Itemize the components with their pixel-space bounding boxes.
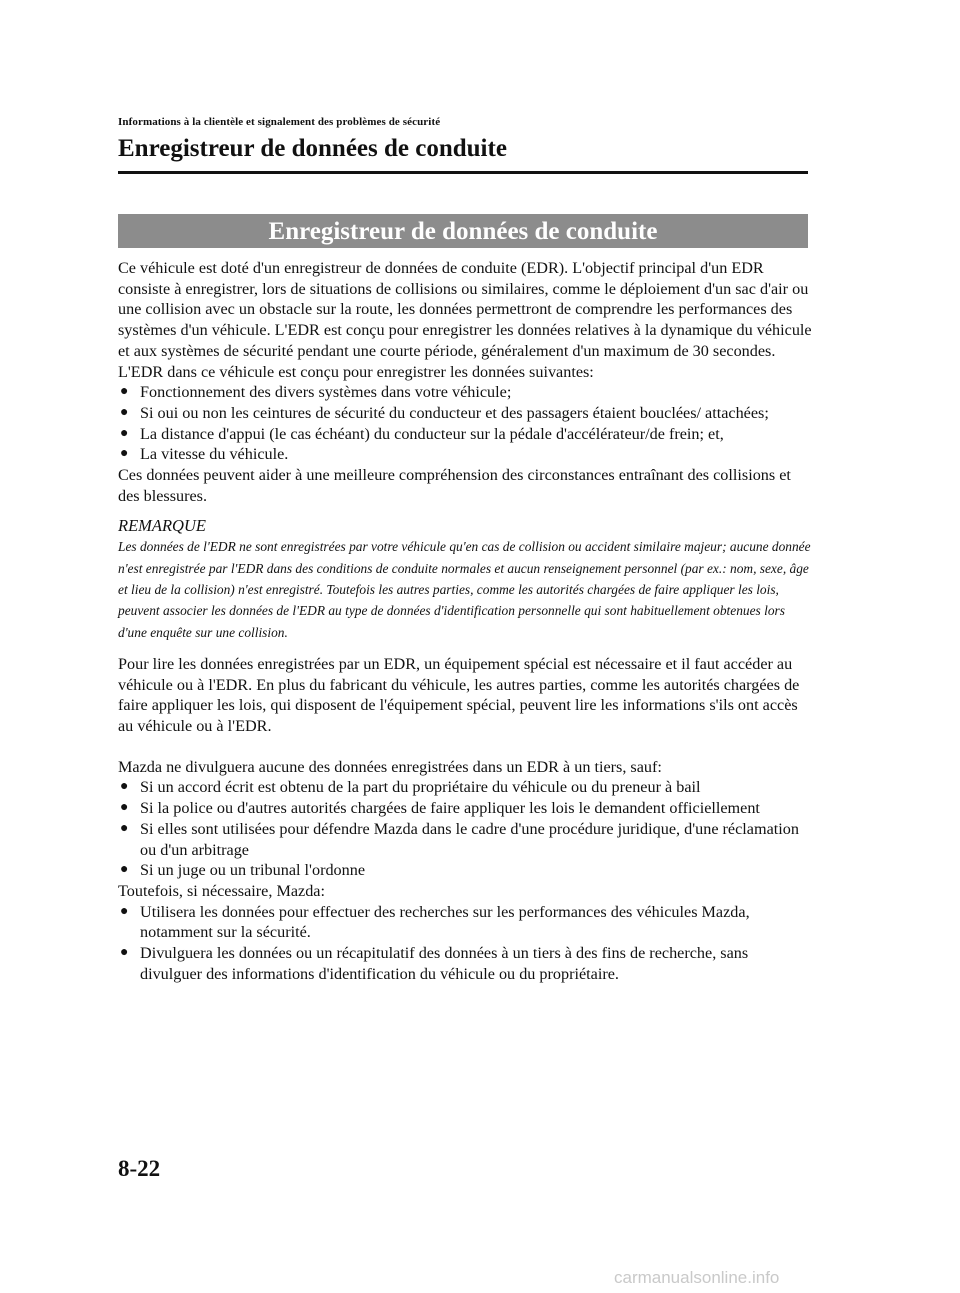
disclosure-exceptions-list [118, 777, 813, 881]
bullet-icon: ● [120, 425, 129, 441]
bullet-icon: ● [120, 862, 129, 878]
bullet-icon: ● [120, 384, 129, 400]
list-item: ● Si un juge ou un tribunal l'ordonne [120, 861, 366, 880]
recorded-data-list [118, 382, 813, 465]
intro-paragraph: Ce véhicule est doté d'un enregistreur de données de conduite (EDR). L'objectif principal d'un EDR consiste à enregistrer, lors de situations de collisions ou similaires, comme le déploiement d'un sac d'air ou une collision avec un obstacle sur la route, les données permettront de comprendre les performances des systèmes d'un véhicule. L'EDR est conçu pour enregistrer les données relatives à la dynamique du véhicule et aux systèmes de sécurité pendant une courte période, généralement d'un maximum de 30 secondes. L'EDR dans ce véhicule est conçu pour enregistrer les données suivantes: [118, 259, 812, 381]
reading-paragraph: Pour lire les données enregistrées par un EDR, un équipement spécial est nécessaire et il faut accéder au véhicule ou à l'EDR. En plus du fabricant du véhicule, les autres parties, comme les autorités chargées de faire appliquer les lois, qui disposent de l'équipement spécial, peuvent lire les informations s'ils ont accès au véhicule ou à l'EDR. [118, 654, 800, 736]
list-item: ● Divulguera les données ou un récapitulatif des données à un tiers à des fins de recherche, sans divulguer des informations d'identification du véhicule ou du propriétaire. [120, 944, 749, 983]
note-text: Les données de l'EDR ne sont enregistrées par votre véhicule qu'en cas de collision ou accident similaire majeur; aucune donnée n'est enregistrée par l'EDR dans des conditions de conduite normales et aucun renseignement personnel (par ex.: nom, sexe, âge et lieu de la collision) n'est enregistré. Toutefois les autres parties, comme les autorités chargées de faire appliquer les lois, peuvent associer les données de l'EDR au type de données d'identification personnelle qui sont habituellement obtenues lors d'une enquête sur une collision. [118, 539, 811, 640]
list-item: ● Utilisera les données pour effectuer des recherches sur les performances des véhicules Mazda, notamment sur la sécurité. [120, 902, 750, 942]
section-title-bar: Enregistreur de données de conduite [118, 214, 808, 248]
list-item: ● Si la police ou d'autres autorités chargées de faire appliquer les lois le demandent officiellement [120, 799, 760, 818]
list-item: ● La vitesse du véhicule. [120, 445, 289, 464]
however-paragraph: Toutefois, si nécessaire, Mazda: [118, 881, 325, 900]
chapter-title: Enregistreur de données de conduite [118, 135, 507, 162]
after-list-paragraph: Ces données peuvent aider à une meilleure compréhension des circonstances entraînant des collisions et des blessures. [118, 466, 791, 505]
note-title: REMARQUE [118, 516, 206, 536]
running-head: Informations à la clientèle et signalement des problèmes de sécurité [118, 116, 441, 128]
list-item: ● Si oui ou non les ceintures de sécurité du conducteur et des passagers étaient bouclées/ attachées; [120, 403, 769, 422]
list-item: ● Fonctionnement des divers systèmes dans votre véhicule; [120, 383, 512, 402]
watermark: carmanualsonline.info [614, 1268, 780, 1287]
bullet-icon: ● [120, 800, 129, 816]
disclosure-paragraph: Mazda ne divulguera aucune des données enregistrées dans un EDR à un tiers, sauf: [118, 757, 662, 776]
list-item: ● La distance d'appui (le cas échéant) du conducteur sur la pédale d'accélérateur/de frein; et, [120, 424, 724, 443]
list-item: ● Si un accord écrit est obtenu de la part du propriétaire du véhicule ou du preneur à bail [120, 778, 701, 797]
list-item: ● Si elles sont utilisées pour défendre Mazda dans le cadre d'une procédure juridique, d'une réclamation ou d'un arbitrage [120, 819, 799, 859]
bullet-icon: ● [120, 945, 129, 961]
body-content [118, 258, 813, 984]
bullet-icon: ● [120, 446, 129, 462]
bullet-icon: ● [120, 903, 129, 919]
bullet-icon: ● [120, 779, 129, 795]
mazda-usage-list [118, 902, 813, 985]
header-rule [118, 171, 808, 174]
bullet-icon: ● [120, 820, 129, 836]
bullet-icon: ● [120, 404, 129, 420]
page-number: 8-22 [118, 1156, 161, 1181]
